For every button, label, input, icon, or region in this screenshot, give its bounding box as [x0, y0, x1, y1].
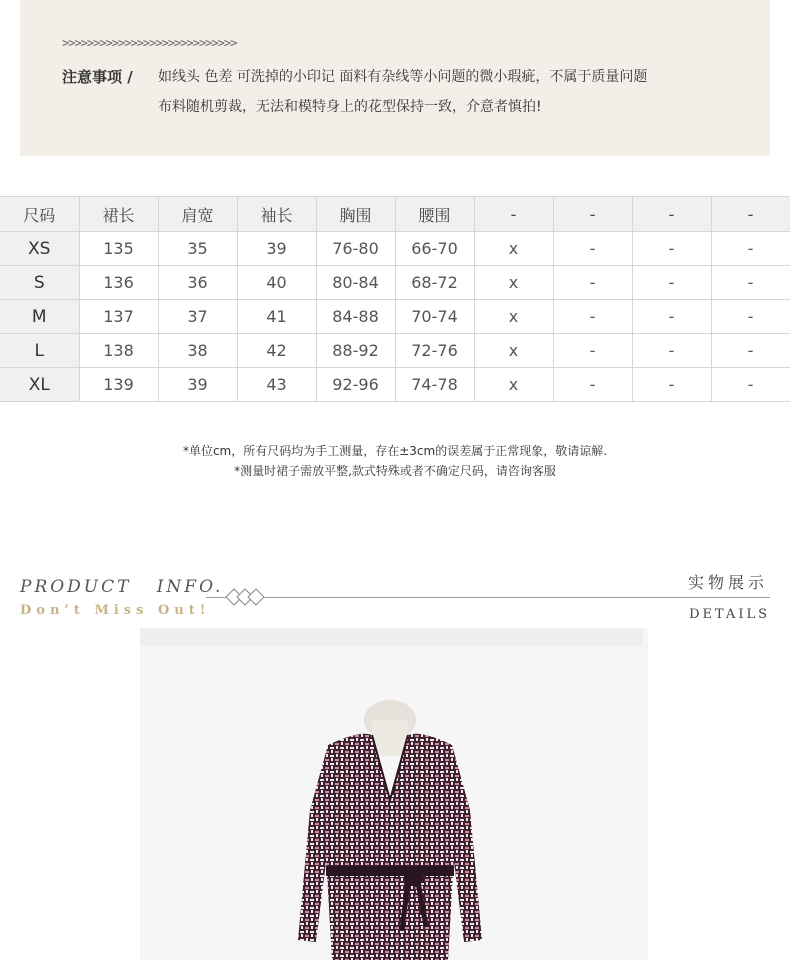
- header-cell: -: [553, 197, 632, 232]
- table-cell: -: [553, 334, 632, 368]
- table-cell: x: [474, 300, 553, 334]
- header-cell: 胸围: [316, 197, 395, 232]
- notice-line-2: 布料随机剪裁，无法和模特身上的花型保持一致，介意者慎拍!: [158, 99, 542, 115]
- table-cell: -: [632, 232, 711, 266]
- table-row: [0, 266, 790, 300]
- size-cell: S: [0, 266, 79, 300]
- table-cell: 38: [158, 334, 237, 368]
- table-cell: 39: [237, 232, 316, 266]
- table-cell: 42: [237, 334, 316, 368]
- table-cell: 70-74: [395, 300, 474, 334]
- measurement-note-1: *单位cm，所有尺码均为手工测量，存在±3cm的误差属于正常现象，敬请谅解.: [182, 444, 608, 458]
- table-cell: -: [632, 334, 711, 368]
- measurement-note-2: *测量时裙子需放平整,款式特殊或者不确定尺码，请咨询客服: [234, 464, 556, 478]
- table-cell: -: [711, 232, 790, 266]
- table-cell: -: [553, 266, 632, 300]
- product-info-title: PRODUCT INFO.: [20, 577, 224, 597]
- notice-label: 注意事项 /: [62, 68, 133, 86]
- table-cell: 37: [158, 300, 237, 334]
- table-cell: 139: [79, 368, 158, 402]
- size-cell: XS: [0, 232, 79, 266]
- table-cell: -: [553, 368, 632, 402]
- table-cell: 40: [237, 266, 316, 300]
- table-cell: x: [474, 232, 553, 266]
- header-cell: 肩宽: [158, 197, 237, 232]
- table-cell: -: [711, 300, 790, 334]
- divider-line: [206, 597, 770, 598]
- dress-photo: [290, 690, 490, 960]
- table-row: [0, 368, 790, 402]
- table-cell: x: [474, 334, 553, 368]
- header-cell: -: [632, 197, 711, 232]
- table-cell: 36: [158, 266, 237, 300]
- product-info-en-title: DETAILS: [689, 607, 770, 622]
- table-cell: x: [474, 266, 553, 300]
- table-cell: 72-76: [395, 334, 474, 368]
- table-cell: -: [632, 368, 711, 402]
- table-cell: 41: [237, 300, 316, 334]
- size-table: [0, 196, 790, 402]
- table-cell: 84-88: [316, 300, 395, 334]
- table-cell: -: [711, 266, 790, 300]
- decorative-arrows: >>>>>>>>>>>>>>>>>>>>>>>>>>>>: [62, 36, 237, 50]
- diamond-ornament-icon: [224, 587, 268, 607]
- table-cell: 137: [79, 300, 158, 334]
- header-cell: 腰围: [395, 197, 474, 232]
- table-cell: 88-92: [316, 334, 395, 368]
- size-cell: M: [0, 300, 79, 334]
- table-cell: 135: [79, 232, 158, 266]
- table-cell: 66-70: [395, 232, 474, 266]
- header-cell: -: [711, 197, 790, 232]
- table-row: [0, 334, 790, 368]
- size-cell: L: [0, 334, 79, 368]
- table-cell: -: [553, 232, 632, 266]
- notice-box: [20, 0, 770, 156]
- header-cell: 尺码: [0, 197, 79, 232]
- table-cell: 92-96: [316, 368, 395, 402]
- table-cell: 68-72: [395, 266, 474, 300]
- table-cell: -: [711, 334, 790, 368]
- table-cell: -: [553, 300, 632, 334]
- table-cell: x: [474, 368, 553, 402]
- size-cell: XL: [0, 368, 79, 402]
- table-cell: -: [711, 368, 790, 402]
- header-cell: -: [474, 197, 553, 232]
- table-cell: 43: [237, 368, 316, 402]
- size-table-header-row: [0, 197, 790, 232]
- table-cell: 39: [158, 368, 237, 402]
- table-cell: 80-84: [316, 266, 395, 300]
- product-info-cn-title: 实物展示: [687, 573, 768, 592]
- header-cell: 袖长: [237, 197, 316, 232]
- table-row: [0, 300, 790, 334]
- table-cell: 138: [79, 334, 158, 368]
- table-cell: 76-80: [316, 232, 395, 266]
- product-info-subtitle: Don’t Miss Out!: [20, 603, 211, 618]
- table-cell: 136: [79, 266, 158, 300]
- table-cell: 35: [158, 232, 237, 266]
- table-row: [0, 232, 790, 266]
- header-cell: 裙长: [79, 197, 158, 232]
- table-cell: 74-78: [395, 368, 474, 402]
- table-cell: -: [632, 300, 711, 334]
- table-cell: -: [632, 266, 711, 300]
- product-photo-top-strip: [140, 628, 643, 646]
- notice-line-1: 如线头 色差 可洗掉的小印记 面料有杂线等小问题的微小瑕疵，不属于质量问题: [158, 69, 648, 85]
